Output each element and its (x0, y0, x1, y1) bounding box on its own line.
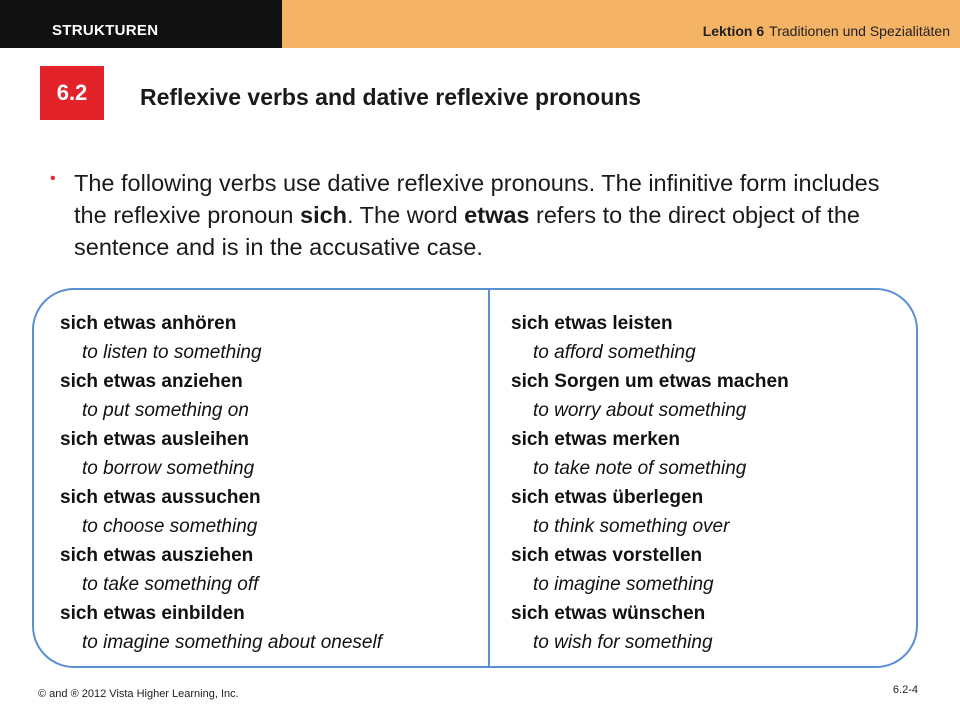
verb-translation: to listen to something (82, 342, 262, 363)
verb-entry (60, 367, 382, 425)
verb-phrase: sich etwas leisten (511, 313, 673, 334)
verb-phrase: sich etwas überlegen (511, 487, 704, 508)
verb-translation: to imagine something about oneself (82, 632, 382, 653)
verb-entry (60, 425, 382, 483)
lesson-heading (703, 23, 950, 39)
verb-entry (511, 309, 789, 367)
verb-entry (511, 425, 789, 483)
page-title: Reflexive verbs and dative reflexive pronouns (140, 84, 642, 110)
verb-translation: to take something off (82, 574, 259, 595)
intro-bold-etwas: etwas (464, 202, 530, 228)
verb-phrase: sich etwas vorstellen (511, 545, 703, 566)
bullet-icon: • (50, 170, 56, 187)
verb-phrase: sich etwas einbilden (60, 603, 245, 624)
right-verb-column (511, 309, 789, 657)
verb-phrase: sich etwas ausziehen (60, 545, 254, 566)
left-verb-column (60, 309, 382, 657)
verb-entry (60, 483, 382, 541)
verb-entry (511, 599, 789, 657)
section-number-badge: 6.2 (40, 66, 104, 120)
verb-translation: to choose something (82, 516, 258, 537)
verb-entry (60, 309, 382, 367)
lesson-number: Lektion 6 (702, 23, 765, 39)
verb-translation: to imagine something (533, 574, 714, 595)
column-divider (488, 288, 490, 668)
verb-entry (511, 367, 789, 425)
verb-translation: to think something over (533, 516, 730, 537)
intro-text-3: refers to the direct object of the sentence and is in the accusative case. (74, 202, 860, 260)
copyright-notice: © and ® 2012 Vista Higher Learning, Inc. (38, 688, 239, 700)
intro-paragraph (74, 167, 914, 263)
verb-phrase: sich etwas anhören (60, 313, 237, 334)
verb-phrase: sich etwas merken (511, 429, 680, 450)
page-number: 6.2-4 (892, 684, 918, 696)
intro-text-1: The following verbs use dative reflexive pronouns. The infinitive form includes the reflexive pronoun (74, 170, 880, 228)
verb-phrase: sich etwas ausleihen (60, 429, 250, 450)
section-label: STRUKTUREN (52, 22, 159, 39)
verb-translation: to borrow something (82, 458, 255, 479)
verb-entry (60, 541, 382, 599)
verb-entry (511, 541, 789, 599)
verb-phrase: sich etwas wünschen (511, 603, 706, 624)
intro-text-2: . The word (347, 202, 465, 228)
verb-translation: to take note of something (533, 458, 747, 479)
verb-translation: to worry about something (533, 400, 747, 421)
header-bar (0, 0, 960, 48)
verb-phrase: sich etwas aussuchen (60, 487, 261, 508)
lesson-title: Traditionen und Spezialitäten (769, 23, 950, 39)
intro-bold-sich: sich (300, 202, 348, 228)
verb-entry (511, 483, 789, 541)
verb-entry (60, 599, 382, 657)
verb-translation: to wish for something (533, 632, 713, 653)
verb-phrase: sich etwas anziehen (60, 371, 243, 392)
verb-phrase: sich Sorgen um etwas machen (511, 371, 789, 392)
verb-translation: to put something on (82, 400, 249, 421)
verb-translation: to afford something (533, 342, 696, 363)
